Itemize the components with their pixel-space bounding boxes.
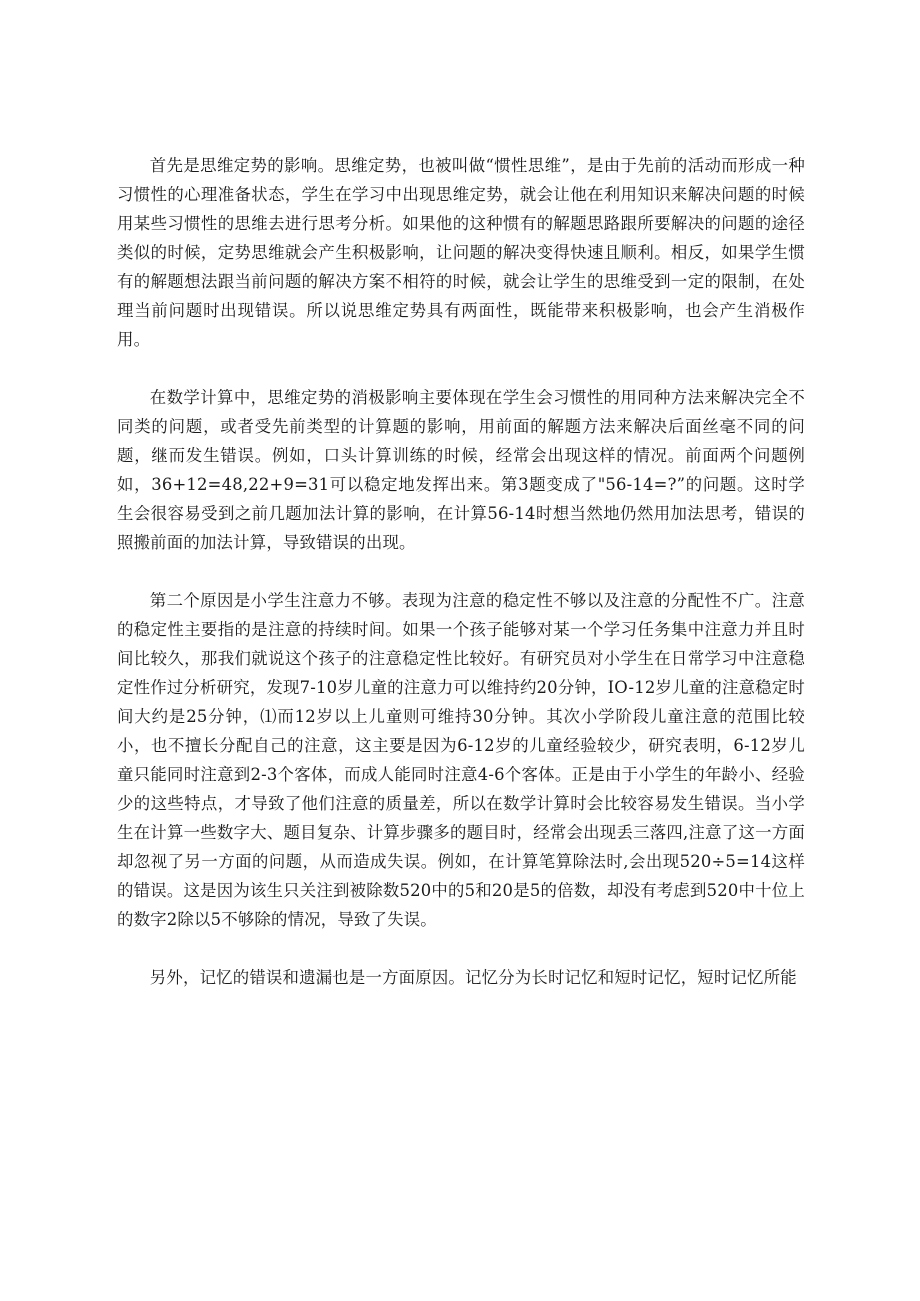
- paragraph-memory: 另外，记忆的错误和遗漏也是一方面原因。记忆分为长时记忆和短时记忆，短时记忆所能: [149, 968, 797, 987]
- document-page: [117, 151, 805, 1021]
- paragraph-attention: 第二个原因是小学生注意力不够。表现为注意的稳定性不够以及注意的分配性不广。注意的稳定性主要指的是注意的持续时间。如果一个孩子能够对某一个学习任务集中注意力并且时间比较久，那我们就说这个孩子的注意稳定性比较好。有研究员对小学生在日常学习中注意稳定性作过分析研究，发现7-10岁儿童的注意力可以维持约20分钟，IO-12岁儿童的注意稳定时间大约是25分钟，⑴而12岁以上儿童则可维持30分钟。其次小学阶段儿童注意的范围比较小，也不擅长分配自己的注意，这主要是因为6-12岁的儿童经验较少，研究表明，6-12岁儿童只能同时注意到2-3个客体，而成人能同时注意4-6个客体。正是由于小学生的年龄小、经验少的这些特点，才导致了他们注意的质量差，所以在数学计算时会比较容易发生错误。当小学生在计算一些数字大、题目复杂、计算步骤多的题目时，经常会出现丢三落四,注意了这一方面却忽视了另一方面的问题，从而造成失误。例如，在计算笔算除法时,会出现520÷5=14这样的错误。这是因为该生只关注到被除数520中的5和20是5的倍数，却没有考虑到520中十位上的数字2除以5不够除的情况，导致了失误。: [117, 591, 805, 929]
- paragraph-mindset: 首先是思维定势的影响。思维定势，也被叫做“惯性思维”，是由于先前的活动而形成一种习惯性的心理准备状态，学生在学习中出现思维定势，就会让他在利用知识来解决问题的时候用某些习惯性的思维去进行思考分析。如果他的这种惯有的解题思路跟所要解决的问题的途径类似的时候，定势思维就会产生积极影响，让问题的解决变得快速且顺利。相反，如果学生惯有的解题想法跟当前问题的解决方案不相符的时候，就会让学生的思维受到一定的限制，在处理当前问题时出现错误。所以说思维定势具有两面性，既能带来积极影响，也会产生消极作用。: [117, 156, 805, 349]
- paragraph-mindset-in-calculation: 在数学计算中，思维定势的消极影响主要体现在学生会习惯性的用同种方法来解决完全不同类的问题，或者受先前类型的计算题的影响，用前面的解题方法来解决后面丝毫不同的问题，继而发生错误。例如，口头计算训练的时候，经常会出现这样的情况。前面两个问题例如，36+12=48,22+9=31可以稳定地发挥出来。第3题变成了"56-14=?”的问题。这时学生会很容易受到之前几题加法计算的影响，在计算56-14时想当然地仍然用加法思考，错误的照搬前面的加法计算，导致错误的出现。: [117, 388, 805, 552]
